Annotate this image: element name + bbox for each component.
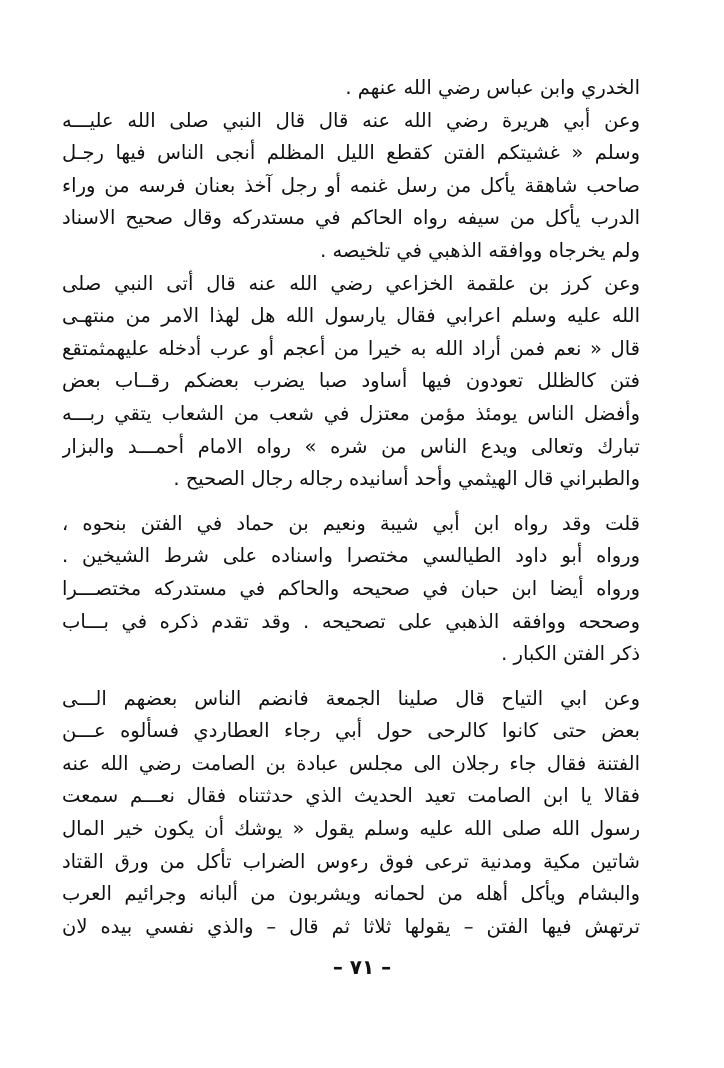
- paragraph-gap: [62, 496, 640, 508]
- text-line: ورواه أبو داود الطيالسي مختصرا واسناده على شرط الشيخين .: [62, 544, 640, 568]
- text-line: وعن ابي التياح قال صلينا الجمعة فانضم الناس بعضهم الـــى: [62, 686, 640, 710]
- text-line: فتن كالظلل تعودون فيها أساود صبا يضرب بعضكم رقــاب بعض: [62, 369, 640, 393]
- paragraph-5: [62, 683, 640, 944]
- text-line: وعن كرز بن علقمة الخزاعي رضي الله عنه قال أتى النبي صلى: [62, 271, 640, 295]
- text-line: بعض حتى كانوا كالرحى حول أبي رجاء العطاردي فسألوه عـــن: [62, 719, 640, 743]
- text-line: وأفضل الناس يومئذ مؤمن معتزل في شعب من الشعاب يتقي ربـــه: [62, 401, 640, 425]
- text-line: تبارك وتعالى ويدع الناس من شره » رواه الامام أحمـــد والبزار: [62, 434, 640, 458]
- page-text: [62, 72, 640, 943]
- paragraph-3: [62, 268, 640, 496]
- text-line: الدرب يأكل من سيفه رواه الحاكم في مستدركه وقال صحيح الاسناد: [62, 206, 640, 230]
- text-line: قلت وقد رواه ابن أبي شيبة ونعيم بن حماد في الفتن بنحوه ،: [62, 511, 640, 535]
- text-line: ولم يخرجاه ووافقه الذهبي في تلخيصه .: [320, 238, 640, 262]
- text-line: ترتهش فيها الفتن – يقولها ثلاثا ثم قال – والذي نفسي بيده لان: [62, 914, 640, 938]
- text-line: ورواه أيضا ابن حبان في صحيحه والحاكم في مستدركه مختصـــرا: [62, 576, 640, 600]
- paragraph-2: [62, 105, 640, 268]
- text-line: قال « نعم فمن أراد الله به خيرا من أعجم أو عرب أدخله عليهمثمتقع: [62, 336, 640, 360]
- text-line: وصححه ووافقه الذهبي على تصحيحه . وقد تقدم ذكره في بـــاب: [62, 609, 640, 633]
- text-line: وسلم « غشيتكم الفتن كقطع الليل المظلم أنجى الناس فيها رجـل: [62, 141, 640, 165]
- text-line: والبشام ويأكل أهله من لحمانه ويشربون من ألبانه وجرائيم العرب: [62, 882, 640, 906]
- text-line: والطبراني قال الهيثمي وأحد أسانيده رجاله رجال الصحيح .: [173, 467, 640, 491]
- page-number: – ٧١ –: [332, 955, 392, 979]
- text-line: وعن أبي هريرة رضي الله عنه قال قال النبي صلى الله عليـــه: [62, 108, 640, 132]
- text-line: الفتنة فقال جاء رجلان الى مجلس عبادة بن الصامت رضي الله عنه: [62, 751, 640, 775]
- text-line: الله عليه وسلم اعرابي فقال يارسول الله هل لهذا الامر من منتهـى: [62, 304, 640, 328]
- paragraph-gap: [62, 671, 640, 683]
- paragraph-1: [62, 72, 640, 105]
- text-line: ذكر الفتن الكبار .: [501, 642, 640, 666]
- paragraph-4: [62, 508, 640, 671]
- text-line: صاحب شاهقة يأكل من رسل غنمه أو رجل آخذ بعنان فرسه من وراء: [62, 173, 640, 197]
- text-line: رسول الله صلى الله عليه وسلم يقول « يوشك أن يكون خير المال: [62, 817, 640, 841]
- text-line: شاتين مكية ومدنية ترعى فوق رءوس الضراب تأكل من ورق القتاد: [62, 849, 640, 873]
- text-line: فقالا يا ابن الصامت تعيد الحديث الذي حدثتناه فقال نعـــم سمعت: [62, 784, 640, 808]
- text-line: الخدري وابن عباس رضي الله عنهم .: [345, 76, 640, 99]
